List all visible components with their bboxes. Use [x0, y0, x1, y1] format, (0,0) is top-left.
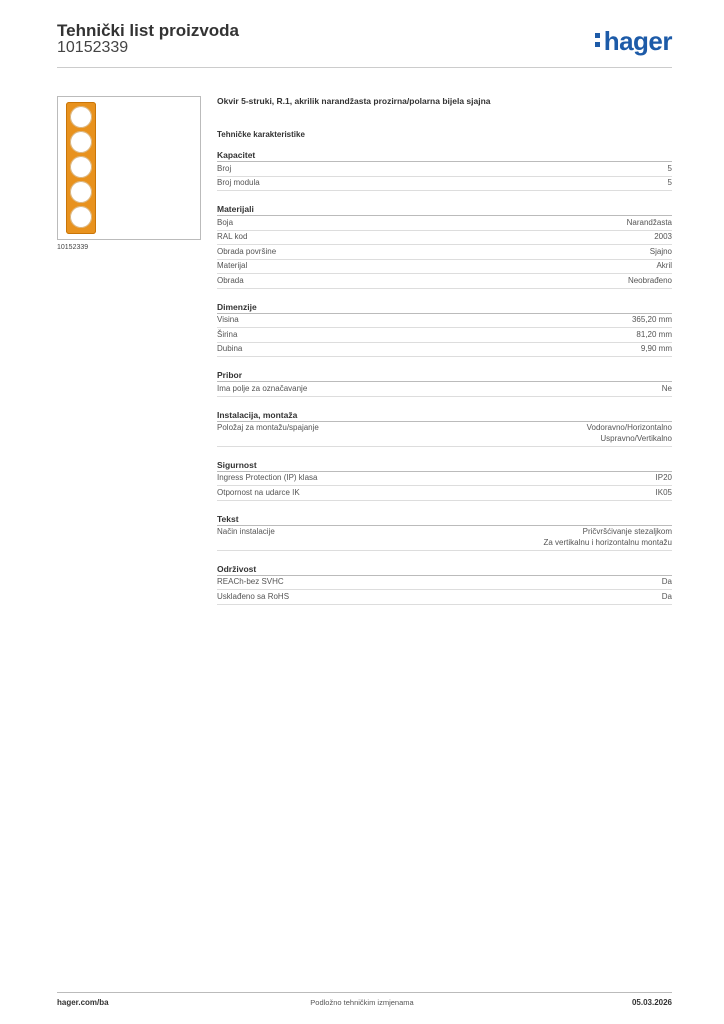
- spec-label: Ingress Protection (IP) klasa: [217, 473, 318, 482]
- footer-date: 05.03.2026: [631, 998, 672, 1007]
- section-label: Tehničke karakteristike: [217, 130, 305, 139]
- logo-colon-icon: [595, 28, 601, 50]
- spec-label: Širina: [217, 329, 238, 339]
- footer-notice: Podložno tehničkim izmjenama: [310, 998, 414, 1007]
- spec-value-line: Akril: [656, 261, 672, 270]
- spec-value: [650, 247, 672, 258]
- spec-row: [217, 314, 672, 329]
- spec-row: [217, 328, 672, 343]
- spec-row: [217, 590, 672, 605]
- group-title: Kapacitet: [217, 149, 672, 162]
- spec-row: [217, 231, 672, 246]
- product-title: Okvir 5-struki, R.1, akrilik narandžasta prozirna/polarna bijela sjajna: [217, 96, 491, 106]
- spec-value-line: 2003: [654, 232, 672, 241]
- spec-value-line: Narandžasta: [626, 217, 672, 227]
- spec-value: [668, 164, 672, 175]
- hager-logo: [595, 28, 672, 54]
- spec-value: [636, 330, 672, 341]
- spec-value-line: Vodoravno/Horizontalno: [586, 423, 672, 432]
- spec-label: Broj modula: [217, 178, 260, 187]
- frame-opening: [70, 106, 92, 128]
- spec-row: [217, 486, 672, 501]
- spec-label: Obrada površine: [217, 246, 277, 256]
- spec-value-line: Neobrađeno: [627, 275, 672, 285]
- spec-label: Materijal: [217, 261, 248, 270]
- footer-website: hager.com/ba: [57, 998, 109, 1007]
- group-title: Pribor: [217, 369, 672, 382]
- spec-row: [217, 216, 672, 231]
- spec-label: Visina: [217, 315, 239, 324]
- frame-opening: [70, 131, 92, 153]
- spec-value-line: IP20: [655, 473, 672, 482]
- spec-value-line: IK05: [655, 487, 672, 497]
- spec-label: Usklađeno sa RoHS: [217, 591, 290, 601]
- spec-label: Obrada: [217, 275, 244, 285]
- spec-label: REACh-bez SVHC: [217, 577, 284, 586]
- spec-value-line: Da: [661, 591, 672, 601]
- spec-value-line: 5: [667, 178, 672, 187]
- spec-value: [656, 488, 672, 499]
- spec-value-line: Da: [661, 577, 672, 586]
- frame-opening: [70, 156, 92, 178]
- spec-value: [628, 276, 672, 287]
- spec-value: [656, 261, 672, 272]
- spec-value-line: Sjajno: [649, 246, 672, 256]
- spec-value-line: Uspravno/Vertikalno: [600, 433, 672, 443]
- group-title: Tekst: [217, 513, 672, 526]
- frame-opening: [70, 206, 92, 228]
- spec-row: [217, 526, 672, 551]
- product-image: [57, 96, 201, 240]
- spec-row: [217, 274, 672, 289]
- spec-row: [217, 343, 672, 358]
- spec-value: [543, 527, 672, 548]
- group-title: Instalacija, montaža: [217, 409, 672, 422]
- spec-row: [217, 422, 672, 447]
- spec-value: [641, 344, 672, 355]
- group-title: Materijali: [217, 203, 672, 216]
- spec-value: [632, 315, 672, 326]
- spec-row: [217, 382, 672, 397]
- header-divider: [57, 67, 672, 68]
- frame-illustration: [66, 102, 96, 234]
- group-title: Održivost: [217, 563, 672, 576]
- spec-value: [587, 423, 672, 444]
- spec-groups: [217, 149, 672, 605]
- spec-value-line: Pričvršćivanje stezaljkom: [582, 527, 672, 536]
- group-title: Sigurnost: [217, 459, 672, 472]
- spec-value: [627, 218, 672, 229]
- spec-value: [662, 592, 672, 603]
- spec-value-line: 365,20 mm: [631, 315, 672, 324]
- spec-row: [217, 576, 672, 591]
- spec-value: [668, 178, 672, 189]
- spec-label: Položaj za montažu/spajanje: [217, 423, 319, 432]
- spec-row: [217, 472, 672, 487]
- spec-value: [662, 384, 672, 395]
- spec-value-line: 81,20 mm: [636, 329, 672, 339]
- product-code: 10152339: [57, 39, 129, 56]
- logo-text: hager: [603, 26, 672, 56]
- spec-value: [656, 473, 672, 484]
- spec-label: Otpornost na udarce IK: [217, 487, 300, 497]
- spec-row: [217, 260, 672, 275]
- spec-row: [217, 177, 672, 192]
- spec-sheet: [217, 95, 672, 605]
- spec-value: [654, 232, 672, 243]
- spec-label: RAL kod: [217, 232, 248, 241]
- spec-value-line: Za vertikalnu i horizontalnu montažu: [543, 537, 672, 547]
- spec-row: [217, 162, 672, 177]
- spec-value-line: 5: [667, 163, 672, 173]
- spec-label: Dubina: [217, 344, 243, 353]
- spec-row: [217, 245, 672, 260]
- spec-label: Ima polje za označavanje: [217, 383, 308, 393]
- spec-label: Broj: [217, 163, 232, 173]
- spec-label: Boja: [217, 217, 234, 227]
- spec-value-line: Ne: [661, 383, 672, 393]
- spec-label: Način instalacije: [217, 527, 275, 536]
- frame-opening: [70, 181, 92, 203]
- spec-value-line: 9,90 mm: [640, 344, 672, 353]
- document-title: Tehnički list proizvoda: [57, 21, 239, 40]
- image-caption: 10152339: [57, 244, 89, 251]
- spec-value: [662, 577, 672, 588]
- footer-divider: [57, 992, 672, 993]
- group-title: Dimenzije: [217, 301, 672, 314]
